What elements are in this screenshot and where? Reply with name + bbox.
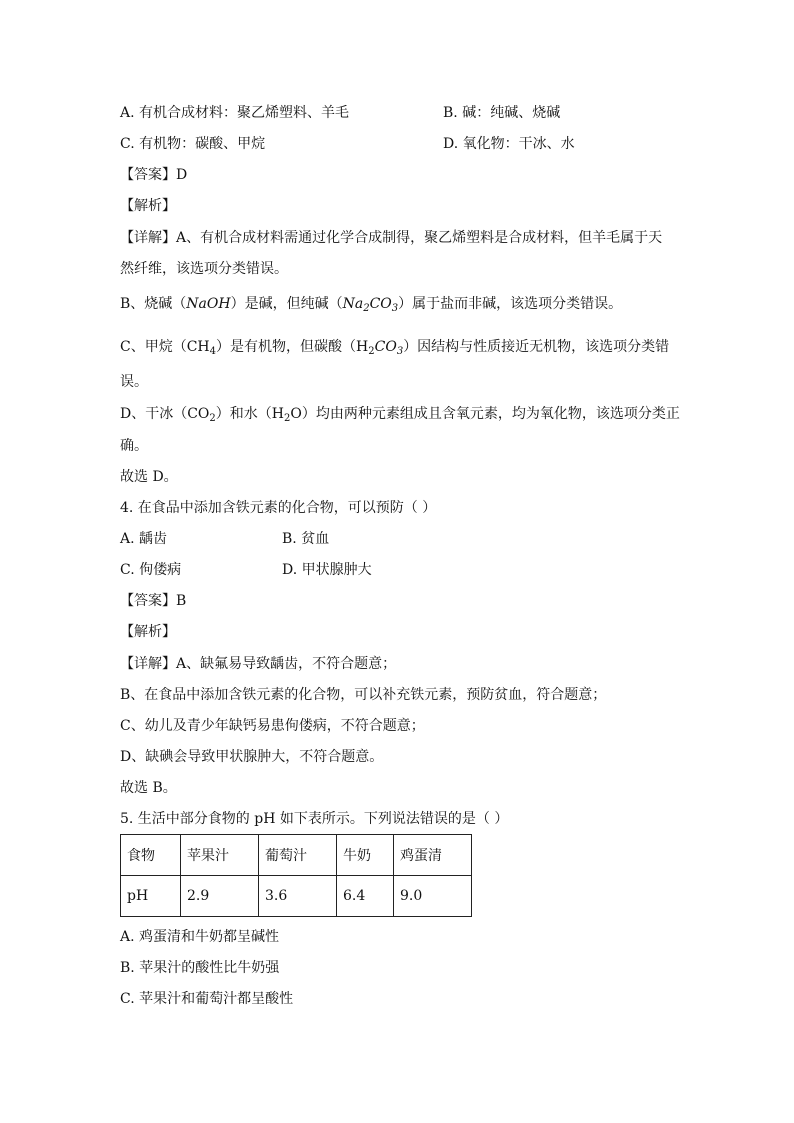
table-cell: 6.4: [337, 876, 394, 917]
q3-answer: 【答案】D: [120, 167, 188, 183]
q3-option-b: B. 碱：纯碱、烧碱: [443, 105, 561, 121]
q4-detail-d: D、缺碘会导致甲状腺肿大，不符合题意。: [120, 749, 384, 765]
q3-option-c: C. 有机物：碳酸、甲烷: [120, 136, 266, 152]
formula-subscript: 4: [209, 346, 217, 357]
q5-option-a: A. 鸡蛋清和牛奶都呈碱性: [120, 929, 280, 945]
q3-detail-c-line1: [120, 337, 669, 357]
formula-subscript: 2: [209, 413, 216, 424]
table-cell: 葡萄汁: [259, 835, 337, 876]
q4-option-b: B. 贫血: [282, 531, 330, 547]
formula-subscript: 2: [363, 303, 370, 314]
table-cell: 鸡蛋清: [394, 835, 472, 876]
formula-subscript: 3: [391, 303, 399, 314]
q3-detail-d-suffix: O）均由两种元素组成且含氧元素，均为氧化物，该选项分类正: [290, 406, 680, 422]
q3-analysis-heading: 【解析】: [120, 198, 176, 214]
q3-conclusion: 故选 D。: [120, 469, 178, 485]
q4-conclusion: 故选 B。: [120, 780, 177, 796]
q3-detail-b-suffix: ）属于盐而非碱，该选项分类错误。: [398, 296, 623, 312]
formula-subscript: 3: [396, 346, 404, 357]
q3-detail-b-middle: ）是碱，但纯碱（: [230, 296, 343, 312]
q5-stem: 5. 生活中部分食物的 pH 如下表所示。下列说法错误的是（ ）: [120, 811, 509, 827]
q3-detail-a-line2: 然纤维，该选项分类错误。: [120, 261, 288, 277]
q4-detail-b: B、在食品中添加含铁元素的化合物，可以补充铁元素，预防贫血，符合题意；: [120, 687, 607, 703]
q3-detail-d-line1: [120, 404, 680, 424]
table-header-row: [121, 835, 472, 876]
formula-h2co3: [356, 339, 403, 355]
q4-analysis-heading: 【解析】: [120, 624, 176, 640]
table-cell: 食物: [121, 835, 181, 876]
ph-table: [120, 834, 472, 917]
q5-option-c: C. 苹果汁和葡萄汁都呈酸性: [120, 991, 294, 1007]
q5-option-b: B. 苹果汁的酸性比牛奶强: [120, 960, 280, 976]
table-cell: 牛奶: [337, 835, 394, 876]
formula-part: H: [356, 339, 369, 355]
formula-part: Na: [342, 296, 364, 312]
table-cell: 苹果汁: [181, 835, 259, 876]
q3-detail-c-suffix: ）因结构与性质接近无机物，该选项分类错: [403, 339, 670, 355]
q4-option-a: A. 龋齿: [120, 531, 168, 547]
q3-detail-a-line1: 【详解】A、有机合成材料需通过化学合成制得，聚乙烯塑料是合成材料，但羊毛属于天: [120, 230, 663, 246]
q3-option-d: D. 氧化物：干冰、水: [443, 136, 575, 152]
q3-detail-b-prefix: B、烧碱（: [120, 296, 187, 312]
formula-part: CO: [369, 296, 392, 312]
table-row: [121, 876, 472, 917]
q4-answer: 【答案】B: [120, 593, 187, 609]
formula-part: CO: [374, 339, 397, 355]
formula-na2co3: [343, 296, 399, 312]
q4-stem: 4. 在食品中添加含铁元素的化合物，可以预防（ ）: [120, 500, 437, 516]
q3-detail-d-line2: 确。: [120, 438, 148, 454]
table-cell: 9.0: [394, 876, 472, 917]
formula-naoh: NaOH: [186, 296, 231, 312]
q4-option-c: C. 佝偻病: [120, 562, 182, 578]
q3-detail-d-prefix: D、干冰（CO: [120, 406, 210, 422]
formula-subscript: 2: [284, 413, 291, 424]
table-cell: 2.9: [181, 876, 259, 917]
q3-detail-d-middle: ）和水（H: [215, 406, 285, 422]
q3-detail-c-line2: 误。: [120, 374, 148, 390]
q3-detail-b: [120, 294, 622, 314]
formula-subscript: 2: [368, 346, 375, 357]
q3-detail-c-prefix: C、甲烷（CH: [120, 339, 210, 355]
q3-option-a: A. 有机合成材料：聚乙烯塑料、羊毛: [120, 105, 350, 121]
q4-detail-c: C、幼儿及青少年缺钙易患佝偻病，不符合题意；: [120, 718, 425, 734]
table-cell: 3.6: [259, 876, 337, 917]
table-cell: pH: [121, 876, 181, 917]
q3-detail-c-middle: ）是有机物，但碳酸（: [216, 339, 357, 355]
q4-option-d: D. 甲状腺肿大: [282, 562, 372, 578]
q4-detail-a: 【详解】A、缺氟易导致龋齿，不符合题意；: [120, 656, 397, 672]
